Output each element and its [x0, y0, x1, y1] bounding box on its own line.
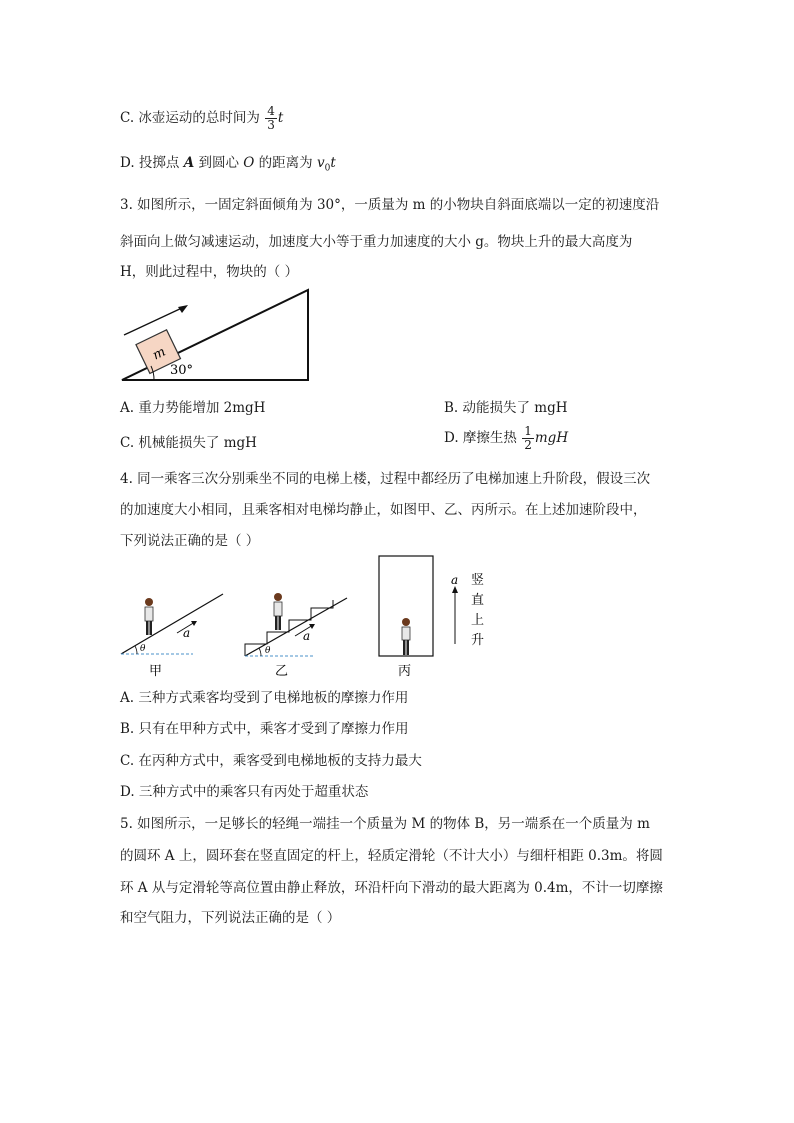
q5-stem-line3: 环 A 从与定滑轮等高位置由静止释放，环沿杆向下滑动的最大距离为 0.4m，不计一切摩擦 [120, 880, 663, 896]
elevator-figure [115, 552, 495, 680]
passenger-yi-icon [274, 593, 282, 630]
fraction-one-half: $\frac{1}{2}$ [524, 424, 532, 452]
q2-option-c [120, 105, 283, 132]
svg-text:a: a [451, 573, 459, 587]
angle-label: 30° [170, 363, 194, 378]
escalator-jia [121, 594, 223, 679]
q3-stem-line1: 3. 如图所示，一固定斜面倾角为 30°，一质量为 m 的小物块自斜面底端以一定的初速度沿 [120, 197, 660, 213]
svg-text:m: m [150, 344, 169, 364]
passenger-jia-icon [145, 598, 153, 635]
q4-stem-line2: 的加速度大小相同，且乘客相对电梯均静止，如图甲、乙、丙所示。在上述加速阶段中， [120, 502, 647, 518]
q5-stem-line4: 和空气阻力，下列说法正确的是（ ） [120, 910, 341, 926]
q4-option-d: D. 三种方式中的乘客只有丙处于超重状态 [120, 784, 369, 800]
q4-option-b: B. 只有在甲种方式中，乘客才受到了摩擦力作用 [120, 721, 409, 737]
q3-option-c: C. 机械能损失了 mgH [120, 435, 257, 451]
label-bing: 丙 [398, 664, 412, 679]
q3-option-a: A. 重力势能增加 2mgH [120, 400, 266, 416]
svg-text:θ: θ [140, 644, 146, 654]
fraction-four-thirds: $\frac{4}{3}$ [267, 104, 275, 132]
elevator-bing [379, 556, 484, 679]
svg-text:上: 上 [471, 613, 485, 628]
svg-text:θ: θ [265, 646, 271, 656]
passenger-bing-icon [402, 618, 410, 655]
q4-option-a: A. 三种方式乘客均受到了电梯地板的摩擦力作用 [120, 690, 409, 706]
label-yi: 乙 [275, 664, 289, 679]
label-jia: 甲 [149, 664, 163, 679]
svg-text:竖: 竖 [471, 573, 485, 588]
q2-option-d: D. 投掷点 A 到圆心 O 的距离为 $v_0t$ [120, 155, 336, 174]
q3-stem-line3: H，则此过程中，物块的（ ） [120, 264, 299, 280]
up-arrow-icon [452, 586, 458, 593]
q3-stem-line2: 斜面向上做匀减速运动，加速度大小等于重力加速度的大小 g。物块上升的最大高度为 [120, 234, 633, 250]
incline-figure [118, 285, 318, 385]
q3-option-d: D. 摩擦生热 $\frac{1}{2}$ mgH [444, 424, 569, 452]
svg-text:升: 升 [471, 633, 485, 648]
q5-stem-line1: 5. 如图所示，一足够长的轻绳一端挂一个质量为 M 的物体 B，另一端系在一个质量为 m [120, 816, 650, 832]
svg-text:直: 直 [471, 593, 485, 608]
q3-option-b: B. 动能损失了 mgH [444, 400, 568, 416]
svg-text:a: a [183, 626, 191, 640]
q4-stem-line1: 4. 同一乘客三次分别乘坐不同的电梯上楼，过程中都经历了电梯加速上升阶段，假设三次 [120, 471, 651, 487]
variable-t: t [277, 110, 284, 126]
velocity-arrow [124, 307, 184, 335]
svg-text:a: a [303, 629, 311, 643]
q5-stem-line2: 的圆环 A 上，圆环套在竖直固定的杆上，轻质定滑轮（不计大小）与细杆相距 0.3m。将圆 [120, 848, 663, 864]
q2-option-c-text: C. 冰壶运动的总时间为 [120, 110, 260, 126]
stairs-yi [245, 593, 347, 679]
q4-option-c: C. 在丙种方式中，乘客受到电梯地板的支持力最大 [120, 753, 422, 769]
arrowhead-icon [178, 305, 188, 313]
q4-stem-line3: 下列说法正确的是（ ） [120, 533, 260, 549]
